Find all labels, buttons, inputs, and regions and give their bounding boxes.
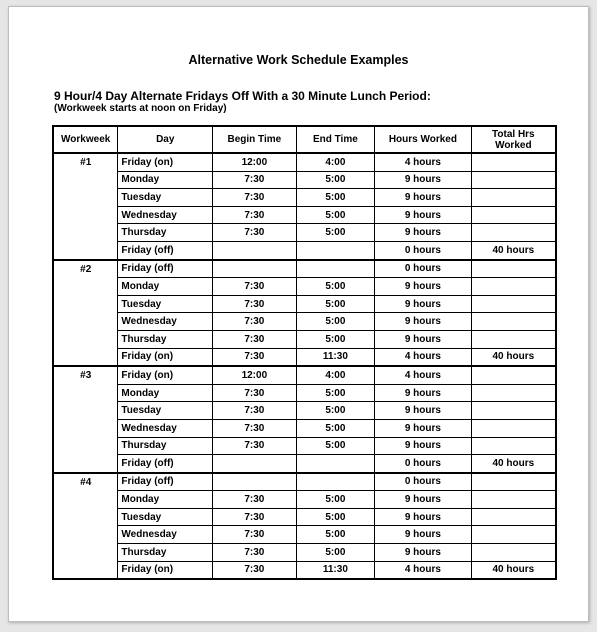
workweek-cell: #2	[53, 260, 118, 367]
total-hours-cell	[471, 278, 556, 296]
table-row	[53, 224, 556, 242]
header-begin-time: Begin Time	[213, 126, 297, 153]
schedule-subtitle: 9 Hour/4 Day Alternate Fridays Off With a 30 Minute Lunch Period:	[54, 89, 431, 103]
end-time-cell	[296, 260, 375, 278]
begin-time-cell	[213, 455, 297, 473]
hours-worked-cell: 9 hours	[375, 544, 471, 562]
begin-time-cell: 7:30	[213, 171, 297, 189]
table-row	[53, 366, 556, 384]
total-hours-cell: 40 hours	[471, 241, 556, 259]
hours-worked-cell: 0 hours	[375, 241, 471, 259]
begin-time-cell: 7:30	[213, 384, 297, 402]
total-hours-cell	[471, 260, 556, 278]
begin-time-cell	[213, 473, 297, 491]
day-cell: Thursday	[118, 330, 213, 348]
end-time-cell: 5:00	[296, 437, 375, 455]
begin-time-cell: 7:30	[213, 544, 297, 562]
total-hours-cell	[471, 313, 556, 331]
table-row	[53, 295, 556, 313]
total-hours-cell	[471, 437, 556, 455]
end-time-cell: 5:00	[296, 278, 375, 296]
table-row	[53, 171, 556, 189]
day-cell: Thursday	[118, 437, 213, 455]
begin-time-cell: 7:30	[213, 348, 297, 366]
end-time-cell: 5:00	[296, 224, 375, 242]
end-time-cell: 5:00	[296, 313, 375, 331]
total-hours-cell	[471, 473, 556, 491]
day-cell: Wednesday	[118, 313, 213, 331]
table-row	[53, 384, 556, 402]
begin-time-cell: 7:30	[213, 278, 297, 296]
day-cell: Wednesday	[118, 206, 213, 224]
total-hours-cell	[471, 295, 556, 313]
begin-time-cell: 7:30	[213, 206, 297, 224]
end-time-cell: 5:00	[296, 189, 375, 207]
end-time-cell: 5:00	[296, 508, 375, 526]
end-time-cell: 5:00	[296, 526, 375, 544]
hours-worked-cell: 9 hours	[375, 189, 471, 207]
total-hours-cell	[471, 508, 556, 526]
hours-worked-cell: 9 hours	[375, 224, 471, 242]
end-time-cell: 5:00	[296, 330, 375, 348]
begin-time-cell: 12:00	[213, 366, 297, 384]
hours-worked-cell: 9 hours	[375, 491, 471, 509]
table-row	[53, 348, 556, 366]
day-cell: Friday (on)	[118, 561, 213, 579]
day-cell: Thursday	[118, 544, 213, 562]
hours-worked-cell: 9 hours	[375, 330, 471, 348]
hours-worked-cell: 9 hours	[375, 313, 471, 331]
hours-worked-cell: 0 hours	[375, 455, 471, 473]
hours-worked-cell: 4 hours	[375, 366, 471, 384]
end-time-cell: 5:00	[296, 402, 375, 420]
hours-worked-cell: 9 hours	[375, 171, 471, 189]
end-time-cell: 5:00	[296, 491, 375, 509]
table-row	[53, 561, 556, 579]
end-time-cell: 5:00	[296, 206, 375, 224]
table-row	[53, 491, 556, 509]
begin-time-cell: 7:30	[213, 295, 297, 313]
hours-worked-cell: 4 hours	[375, 153, 471, 171]
end-time-cell	[296, 455, 375, 473]
begin-time-cell: 7:30	[213, 330, 297, 348]
workweek-cell: #4	[53, 473, 118, 580]
table-row	[53, 260, 556, 278]
table-row	[53, 473, 556, 491]
total-hours-cell	[471, 366, 556, 384]
hours-worked-cell: 0 hours	[375, 473, 471, 491]
header-day: Day	[118, 126, 213, 153]
day-cell: Tuesday	[118, 295, 213, 313]
total-hours-cell	[471, 224, 556, 242]
day-cell: Friday (off)	[118, 473, 213, 491]
schedule-note: (Workweek starts at noon on Friday)	[54, 103, 227, 114]
header-workweek: Workweek	[53, 126, 118, 153]
hours-worked-cell: 9 hours	[375, 526, 471, 544]
total-hours-cell	[471, 384, 556, 402]
day-cell: Friday (off)	[118, 455, 213, 473]
day-cell: Tuesday	[118, 402, 213, 420]
table-row	[53, 330, 556, 348]
document-page	[8, 6, 589, 622]
table-row	[53, 419, 556, 437]
table-row	[53, 189, 556, 207]
table-row	[53, 402, 556, 420]
hours-worked-cell: 0 hours	[375, 260, 471, 278]
day-cell: Monday	[118, 491, 213, 509]
schedule-table	[52, 125, 557, 580]
total-hours-cell	[471, 171, 556, 189]
document-title: Alternative Work Schedule Examples	[188, 53, 409, 67]
table-row	[53, 526, 556, 544]
total-hours-cell	[471, 206, 556, 224]
hours-worked-cell: 9 hours	[375, 419, 471, 437]
begin-time-cell: 7:30	[213, 491, 297, 509]
hours-worked-cell: 9 hours	[375, 437, 471, 455]
table-body	[53, 153, 556, 579]
workweek-cell: #3	[53, 366, 118, 473]
workweek-cell: #1	[53, 153, 118, 260]
total-hours-cell: 40 hours	[471, 455, 556, 473]
day-cell: Friday (on)	[118, 366, 213, 384]
end-time-cell: 11:30	[296, 561, 375, 579]
end-time-cell	[296, 241, 375, 259]
total-hours-cell	[471, 544, 556, 562]
begin-time-cell: 7:30	[213, 402, 297, 420]
day-cell: Monday	[118, 384, 213, 402]
day-cell: Wednesday	[118, 419, 213, 437]
header-total-hours: Total Hrs Worked	[471, 126, 556, 153]
begin-time-cell: 7:30	[213, 189, 297, 207]
begin-time-cell	[213, 241, 297, 259]
hours-worked-cell: 9 hours	[375, 384, 471, 402]
day-cell: Thursday	[118, 224, 213, 242]
header-end-time: End Time	[296, 126, 375, 153]
hours-worked-cell: 4 hours	[375, 561, 471, 579]
begin-time-cell: 7:30	[213, 437, 297, 455]
total-hours-cell	[471, 526, 556, 544]
table-row	[53, 206, 556, 224]
hours-worked-cell: 9 hours	[375, 402, 471, 420]
begin-time-cell	[213, 260, 297, 278]
begin-time-cell: 7:30	[213, 508, 297, 526]
day-cell: Wednesday	[118, 526, 213, 544]
hours-worked-cell: 9 hours	[375, 278, 471, 296]
table-row	[53, 455, 556, 473]
day-cell: Monday	[118, 278, 213, 296]
table-row	[53, 153, 556, 171]
end-time-cell: 5:00	[296, 544, 375, 562]
begin-time-cell: 12:00	[213, 153, 297, 171]
hours-worked-cell: 9 hours	[375, 206, 471, 224]
total-hours-cell	[471, 402, 556, 420]
day-cell: Monday	[118, 171, 213, 189]
total-hours-cell	[471, 189, 556, 207]
header-row	[53, 126, 556, 153]
end-time-cell: 4:00	[296, 366, 375, 384]
day-cell: Tuesday	[118, 189, 213, 207]
table-header	[53, 126, 556, 153]
day-cell: Friday (off)	[118, 241, 213, 259]
total-hours-cell	[471, 491, 556, 509]
end-time-cell: 5:00	[296, 171, 375, 189]
table-row	[53, 544, 556, 562]
hours-worked-cell: 9 hours	[375, 508, 471, 526]
begin-time-cell: 7:30	[213, 526, 297, 544]
total-hours-cell	[471, 419, 556, 437]
table-row	[53, 437, 556, 455]
total-hours-cell	[471, 153, 556, 171]
day-cell: Tuesday	[118, 508, 213, 526]
hours-worked-cell: 4 hours	[375, 348, 471, 366]
hours-worked-cell: 9 hours	[375, 295, 471, 313]
begin-time-cell: 7:30	[213, 313, 297, 331]
begin-time-cell: 7:30	[213, 561, 297, 579]
table-row	[53, 313, 556, 331]
begin-time-cell: 7:30	[213, 224, 297, 242]
day-cell: Friday (on)	[118, 153, 213, 171]
total-hours-cell: 40 hours	[471, 561, 556, 579]
end-time-cell: 5:00	[296, 384, 375, 402]
table-row	[53, 508, 556, 526]
header-hours-worked: Hours Worked	[375, 126, 471, 153]
end-time-cell: 5:00	[296, 419, 375, 437]
end-time-cell: 5:00	[296, 295, 375, 313]
end-time-cell: 11:30	[296, 348, 375, 366]
total-hours-cell: 40 hours	[471, 348, 556, 366]
table-row	[53, 241, 556, 259]
end-time-cell	[296, 473, 375, 491]
table-row	[53, 278, 556, 296]
total-hours-cell	[471, 330, 556, 348]
day-cell: Friday (off)	[118, 260, 213, 278]
begin-time-cell: 7:30	[213, 419, 297, 437]
day-cell: Friday (on)	[118, 348, 213, 366]
end-time-cell: 4:00	[296, 153, 375, 171]
